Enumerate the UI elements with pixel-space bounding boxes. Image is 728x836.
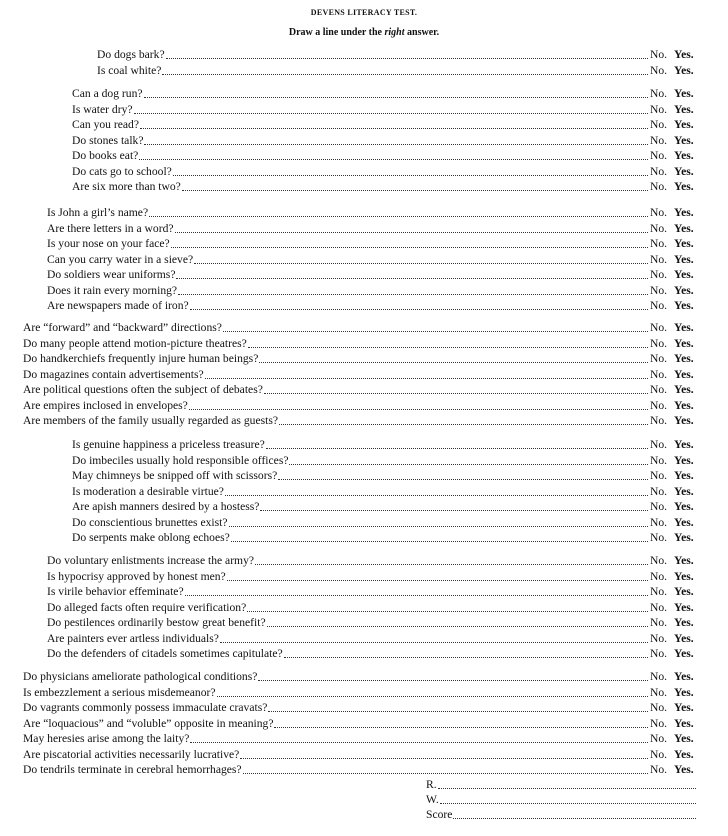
dot-leader bbox=[240, 758, 648, 759]
question-row bbox=[47, 236, 700, 251]
answer-no[interactable]: No. bbox=[650, 299, 668, 312]
question-row bbox=[23, 367, 700, 382]
answer-yes[interactable]: Yes. bbox=[674, 63, 694, 77]
w-line[interactable] bbox=[426, 793, 696, 807]
question-text: Do pestilences ordinarily bestow great benefit? bbox=[47, 616, 266, 629]
answer-no[interactable]: No. bbox=[650, 647, 668, 660]
dot-leader bbox=[225, 495, 648, 496]
question-row bbox=[23, 747, 700, 762]
question-row bbox=[47, 631, 700, 646]
question-text: Do imbeciles usually hold responsible offices? bbox=[72, 453, 289, 467]
answer-yes[interactable]: Yes. bbox=[674, 600, 694, 614]
answer-no[interactable]: No. bbox=[650, 321, 668, 334]
answer-yes[interactable]: Yes. bbox=[674, 747, 694, 761]
answer-yes[interactable]: Yes. bbox=[674, 763, 694, 776]
answer-no[interactable]: No. bbox=[650, 500, 668, 513]
question-text: Do voluntary enlistments increase the army? bbox=[47, 554, 255, 567]
question-row bbox=[47, 298, 700, 313]
answer-yes[interactable]: Yes. bbox=[674, 531, 694, 544]
dot-leader bbox=[248, 347, 648, 348]
dot-leader bbox=[259, 362, 648, 363]
question-row bbox=[97, 63, 700, 78]
answer-yes[interactable]: Yes. bbox=[674, 631, 694, 645]
dot-leader bbox=[289, 464, 648, 465]
answer-yes[interactable]: Yes. bbox=[674, 701, 694, 714]
answer-no[interactable]: No. bbox=[650, 398, 668, 412]
answer-no[interactable]: No. bbox=[650, 221, 668, 235]
question-row bbox=[72, 484, 700, 499]
question-text: Do alleged facts often require verification? bbox=[47, 600, 247, 614]
answer-yes[interactable]: Yes. bbox=[674, 732, 694, 745]
dot-leader bbox=[231, 541, 648, 542]
question-row bbox=[47, 267, 700, 282]
answer-yes[interactable]: Yes. bbox=[674, 554, 694, 567]
question-text: Are there letters in a word? bbox=[47, 221, 174, 235]
answer-yes[interactable]: Yes. bbox=[674, 647, 694, 660]
w-dots bbox=[440, 803, 696, 804]
question-text: Is water dry? bbox=[72, 102, 133, 116]
question-text: Is your nose on your face? bbox=[47, 237, 170, 250]
question-row bbox=[47, 584, 700, 599]
answer-yes[interactable]: Yes. bbox=[674, 252, 694, 266]
answer-no[interactable]: No. bbox=[650, 685, 668, 699]
dot-leader bbox=[205, 378, 648, 379]
answer-yes[interactable]: Yes. bbox=[674, 716, 694, 730]
dot-leader bbox=[182, 190, 648, 191]
answer-yes[interactable]: Yes. bbox=[674, 237, 694, 250]
answer-yes[interactable]: Yes. bbox=[674, 414, 694, 427]
question-text: Are newspapers made of iron? bbox=[47, 299, 189, 312]
question-text: Do conscientious brunettes exist? bbox=[72, 515, 228, 529]
answer-yes[interactable]: Yes. bbox=[674, 515, 694, 529]
question-row bbox=[23, 336, 700, 351]
answer-yes[interactable]: Yes. bbox=[674, 221, 694, 235]
question-row bbox=[72, 530, 700, 545]
question-row bbox=[47, 553, 700, 568]
answer-no[interactable]: No. bbox=[650, 747, 668, 761]
answer-no[interactable]: No. bbox=[650, 600, 668, 614]
dot-leader bbox=[278, 479, 648, 480]
answer-yes[interactable]: Yes. bbox=[674, 268, 694, 281]
answer-no[interactable]: No. bbox=[650, 531, 668, 544]
dot-leader bbox=[284, 657, 648, 658]
question-text: Do stones talk? bbox=[72, 133, 144, 147]
answer-yes[interactable]: Yes. bbox=[674, 48, 694, 61]
dot-leader bbox=[194, 263, 648, 264]
question-row bbox=[97, 47, 700, 62]
answer-yes[interactable]: Yes. bbox=[674, 484, 694, 498]
dot-leader bbox=[134, 113, 648, 114]
answer-yes[interactable]: Yes. bbox=[674, 206, 694, 219]
dot-leader bbox=[176, 278, 648, 279]
question-row bbox=[23, 398, 700, 413]
question-text: May heresies arise among the laity? bbox=[23, 732, 190, 745]
dot-leader bbox=[243, 773, 648, 774]
dot-leader bbox=[268, 711, 648, 712]
score-dots bbox=[453, 818, 696, 819]
dot-leader bbox=[173, 175, 648, 176]
answer-yes[interactable]: Yes. bbox=[674, 469, 694, 482]
instruction-text-end: answer. bbox=[407, 27, 440, 38]
question-row bbox=[72, 468, 700, 483]
dot-leader bbox=[190, 309, 648, 310]
question-row bbox=[23, 413, 700, 428]
answer-no[interactable]: No. bbox=[650, 133, 668, 147]
question-text: Are “forward” and “backward” directions? bbox=[23, 321, 222, 334]
answer-no[interactable]: No. bbox=[650, 631, 668, 645]
answer-yes[interactable]: Yes. bbox=[674, 569, 694, 583]
dot-leader bbox=[171, 247, 648, 248]
dot-leader bbox=[162, 74, 648, 75]
question-text: Do the defenders of citadels sometimes capitulate? bbox=[47, 647, 283, 660]
answer-no[interactable]: No. bbox=[650, 352, 668, 365]
answer-no[interactable]: No. bbox=[650, 206, 668, 219]
answer-yes[interactable]: Yes. bbox=[674, 438, 694, 451]
question-row bbox=[72, 117, 700, 132]
dot-leader bbox=[223, 331, 648, 332]
question-row bbox=[47, 205, 700, 220]
answer-no[interactable]: No. bbox=[650, 383, 668, 396]
question-row bbox=[23, 320, 700, 335]
answer-yes[interactable]: Yes. bbox=[674, 336, 694, 350]
question-row bbox=[23, 731, 700, 746]
question-row bbox=[23, 685, 700, 700]
question-text: Can you carry water in a sieve? bbox=[47, 252, 194, 266]
question-row bbox=[72, 437, 700, 452]
question-text: Do handkerchiefs frequently injure human beings? bbox=[23, 352, 259, 365]
question-text: Are piscatorial activities necessarily lucrative? bbox=[23, 747, 240, 761]
answer-no[interactable]: No. bbox=[650, 616, 668, 629]
dot-leader bbox=[247, 611, 648, 612]
r-line[interactable] bbox=[426, 778, 696, 792]
question-row bbox=[72, 148, 700, 163]
answer-no[interactable]: No. bbox=[650, 164, 668, 178]
question-text: Are apish manners desired by a hostess? bbox=[72, 500, 260, 513]
dot-leader bbox=[260, 510, 648, 511]
answer-no[interactable]: No. bbox=[650, 670, 668, 683]
answer-yes[interactable]: Yes. bbox=[674, 453, 694, 467]
answer-no[interactable]: No. bbox=[650, 716, 668, 730]
answer-no[interactable]: No. bbox=[650, 87, 668, 100]
question-text: Do serpents make oblong echoes? bbox=[72, 531, 230, 544]
answer-no[interactable]: No. bbox=[650, 569, 668, 583]
answer-no[interactable]: No. bbox=[650, 515, 668, 529]
dot-leader bbox=[264, 393, 648, 394]
instruction-line bbox=[0, 27, 728, 38]
question-text: Are empires inclosed in envelopes? bbox=[23, 398, 188, 412]
answer-yes[interactable]: Yes. bbox=[674, 367, 694, 381]
question-text: Is embezzlement a serious misdemeanor? bbox=[23, 685, 216, 699]
question-text: Is hypocrisy approved by honest men? bbox=[47, 569, 226, 583]
question-text: Are “loquacious” and “voluble” opposite in meaning? bbox=[23, 716, 274, 730]
question-text: Do cats go to school? bbox=[72, 164, 172, 178]
question-text: Do dogs bark? bbox=[97, 48, 165, 61]
answer-yes[interactable]: Yes. bbox=[674, 352, 694, 365]
question-text: Are political questions often the subject of debates? bbox=[23, 383, 263, 396]
dot-leader bbox=[166, 58, 648, 59]
question-row bbox=[72, 453, 700, 468]
question-row bbox=[23, 700, 700, 715]
answer-yes[interactable]: Yes. bbox=[674, 500, 694, 513]
dot-leader bbox=[185, 595, 648, 596]
dot-leader bbox=[149, 216, 648, 217]
r-dots bbox=[438, 788, 696, 789]
question-row bbox=[23, 382, 700, 397]
question-text: Are members of the family usually regarded as guests? bbox=[23, 414, 278, 427]
dot-leader bbox=[266, 448, 648, 449]
answer-no[interactable]: No. bbox=[650, 453, 668, 467]
answer-yes[interactable]: Yes. bbox=[674, 299, 694, 312]
score-line[interactable] bbox=[426, 808, 696, 822]
question-row bbox=[23, 351, 700, 366]
dot-leader bbox=[274, 727, 648, 728]
question-text: Do tendrils terminate in cerebral hemorrhages? bbox=[23, 763, 242, 776]
answer-no[interactable]: No. bbox=[650, 414, 668, 427]
question-row bbox=[23, 669, 700, 684]
answer-no[interactable]: No. bbox=[650, 252, 668, 266]
answer-no[interactable]: No. bbox=[650, 102, 668, 116]
answer-yes[interactable]: Yes. bbox=[674, 398, 694, 412]
dot-leader bbox=[255, 564, 648, 565]
question-row bbox=[72, 179, 700, 194]
question-text: Is moderation a desirable virtue? bbox=[72, 484, 224, 498]
answer-no[interactable]: No. bbox=[650, 554, 668, 567]
answer-no[interactable]: No. bbox=[650, 484, 668, 498]
question-text: May chimneys be snipped off with scissors? bbox=[72, 469, 278, 482]
answer-no[interactable]: No. bbox=[650, 336, 668, 350]
answer-no[interactable]: No. bbox=[650, 732, 668, 745]
answer-no[interactable]: No. bbox=[650, 118, 668, 131]
question-row bbox=[47, 569, 700, 584]
question-text: Are painters ever artless individuals? bbox=[47, 631, 219, 645]
r-label: R. bbox=[426, 778, 437, 791]
answer-yes[interactable]: Yes. bbox=[674, 180, 694, 193]
dot-leader bbox=[267, 626, 648, 627]
answer-yes[interactable]: Yes. bbox=[674, 87, 694, 100]
answer-yes[interactable]: Yes. bbox=[674, 283, 694, 297]
question-row bbox=[47, 221, 700, 236]
answer-no[interactable]: No. bbox=[650, 763, 668, 776]
dot-leader bbox=[175, 232, 648, 233]
answer-yes[interactable]: Yes. bbox=[674, 118, 694, 131]
question-row bbox=[47, 646, 700, 661]
answer-no[interactable]: No. bbox=[650, 469, 668, 482]
question-text: Can you read? bbox=[72, 118, 139, 131]
question-text: Is virile behavior effeminate? bbox=[47, 585, 184, 598]
answer-no[interactable]: No. bbox=[650, 367, 668, 381]
question-text: Do vagrants commonly possess immaculate cravats? bbox=[23, 701, 268, 714]
dot-leader bbox=[258, 680, 648, 681]
answer-no[interactable]: No. bbox=[650, 63, 668, 77]
question-row bbox=[72, 102, 700, 117]
answer-yes[interactable]: Yes. bbox=[674, 685, 694, 699]
answer-no[interactable]: No. bbox=[650, 48, 668, 61]
question-row bbox=[47, 283, 700, 298]
answer-no[interactable]: No. bbox=[650, 701, 668, 714]
answer-yes[interactable]: Yes. bbox=[674, 102, 694, 116]
answer-no[interactable]: No. bbox=[650, 237, 668, 250]
question-row bbox=[72, 164, 700, 179]
answer-yes[interactable]: Yes. bbox=[674, 133, 694, 147]
answer-no[interactable]: No. bbox=[650, 180, 668, 193]
dot-leader bbox=[227, 580, 648, 581]
question-row bbox=[23, 716, 700, 731]
question-text: Do many people attend motion-picture theatres? bbox=[23, 336, 247, 350]
question-row bbox=[72, 133, 700, 148]
question-row bbox=[47, 600, 700, 615]
dot-leader bbox=[189, 409, 648, 410]
answer-yes[interactable]: Yes. bbox=[674, 149, 694, 162]
dot-leader bbox=[279, 424, 648, 425]
answer-yes[interactable]: Yes. bbox=[674, 321, 694, 334]
question-row bbox=[47, 252, 700, 267]
answer-yes[interactable]: Yes. bbox=[674, 164, 694, 178]
dot-leader bbox=[229, 526, 648, 527]
answer-yes[interactable]: Yes. bbox=[674, 616, 694, 629]
answer-yes[interactable]: Yes. bbox=[674, 670, 694, 683]
question-text: Do soldiers wear uniforms? bbox=[47, 268, 176, 281]
answer-no[interactable]: No. bbox=[650, 283, 668, 297]
question-text: Do books eat? bbox=[72, 149, 139, 162]
answer-yes[interactable]: Yes. bbox=[674, 383, 694, 396]
question-text: Is genuine happiness a priceless treasure? bbox=[72, 438, 265, 451]
dot-leader bbox=[144, 97, 648, 98]
instruction-text: Draw a line under the bbox=[288, 27, 382, 38]
question-row bbox=[72, 499, 700, 514]
answer-no[interactable]: No. bbox=[650, 585, 668, 598]
answer-no[interactable]: No. bbox=[650, 268, 668, 281]
instruction-emphasis: right bbox=[384, 27, 405, 38]
question-text: Do magazines contain advertisements? bbox=[23, 367, 204, 381]
question-text: Are six more than two? bbox=[72, 180, 181, 193]
dot-leader bbox=[140, 128, 648, 129]
question-row bbox=[47, 615, 700, 630]
question-text: Can a dog run? bbox=[72, 87, 143, 100]
dot-leader bbox=[220, 642, 648, 643]
question-text: Is John a girl’s name? bbox=[47, 206, 149, 219]
question-text: Does it rain every morning? bbox=[47, 283, 178, 297]
question-text: Do physicians ameliorate pathological conditions? bbox=[23, 670, 258, 683]
dot-leader bbox=[190, 742, 648, 743]
dot-leader bbox=[217, 696, 648, 697]
dot-leader bbox=[178, 294, 648, 295]
dot-leader bbox=[144, 144, 648, 145]
answer-yes[interactable]: Yes. bbox=[674, 585, 694, 598]
answer-no[interactable]: No. bbox=[650, 149, 668, 162]
question-row bbox=[72, 86, 700, 101]
dot-leader bbox=[139, 159, 648, 160]
score-label: Score bbox=[426, 808, 453, 821]
question-row bbox=[23, 762, 700, 777]
answer-no[interactable]: No. bbox=[650, 438, 668, 451]
question-row bbox=[72, 515, 700, 530]
page-title: DEVENS LITERACY TEST. bbox=[310, 8, 418, 17]
w-label: W. bbox=[426, 793, 439, 806]
question-text: Is coal white? bbox=[97, 63, 162, 77]
